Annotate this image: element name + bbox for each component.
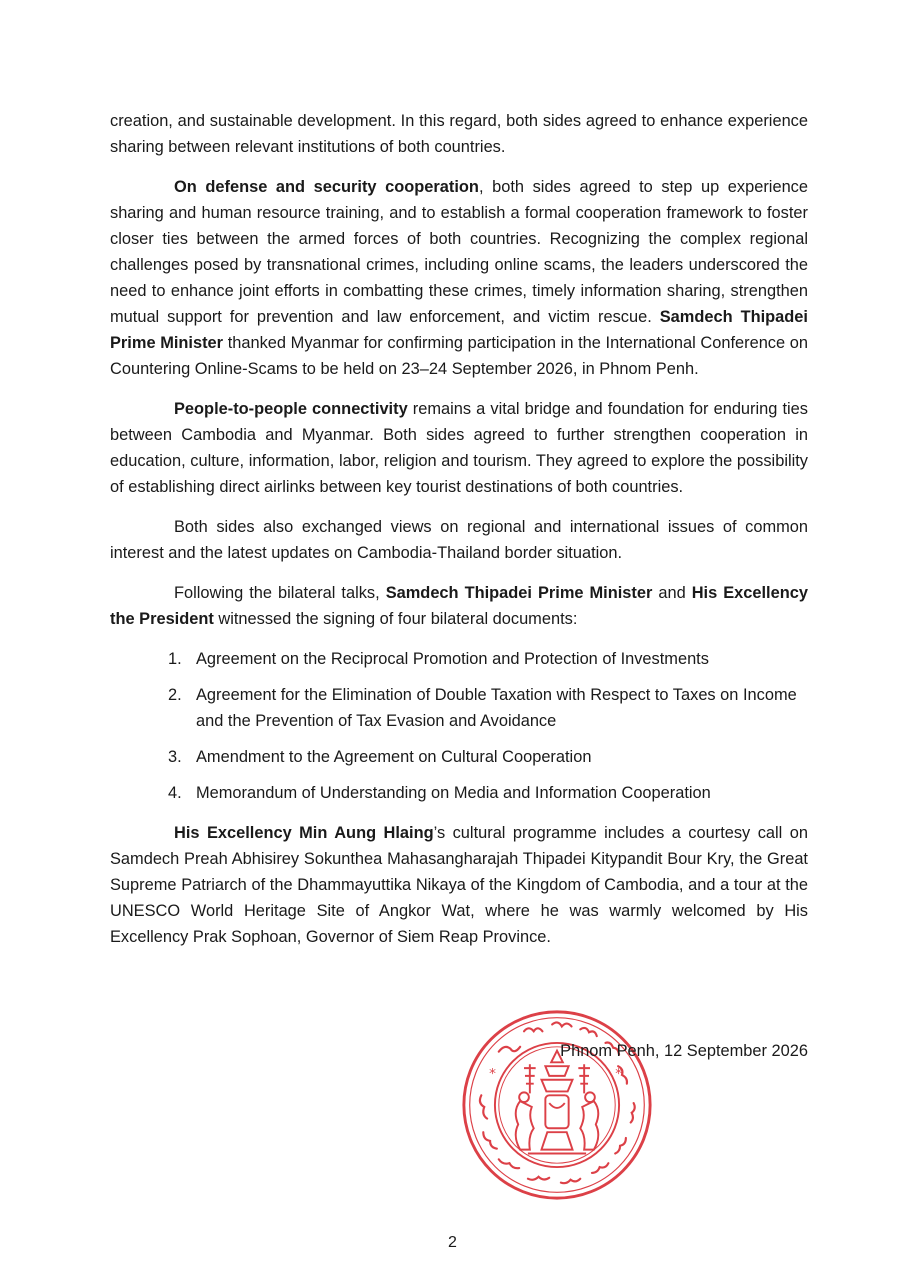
paragraph-defense: On defense and security cooperation, both sides agreed to step up experience sharing and human resource training, and to establish a formal cooperation framework to foster closer ties between the armed forces of both countries. Recognizing the complex regional challenges posed by transnational crimes, including online scams, the leaders underscored the need to enhance joint efforts in combatting these crimes, timely information sharing, strengthen mutual support for prevention and law enforcement, and victim rescue. Samdech Thipadei Prime Minister thanked Myanmar for confirming participation in the International Conference on Countering Online-Scams to be held on 23–24 September 2026, in Phnom Penh. xyxy=(110,178,808,378)
paragraph-signing: Following the bilateral talks, Samdech Thipadei Prime Minister and His Excellency the President witnessed the signing of four bilateral documents: xyxy=(110,584,808,628)
list-item: 3. Amendment to the Agreement on Cultural Cooperation xyxy=(168,748,592,766)
paragraph-people: People-to-people connectivity remains a vital bridge and foundation for enduring ties between Cambodia and Myanmar. Both sides agreed to further strengthen cooperation in education, culture, information, labor, religion and tourism. They agreed to explore the possibility of establishing direct airlinks between key tourist destinations of both countries. xyxy=(110,400,808,496)
paragraph-cultural: His Excellency Min Aung Hlaing’s cultural programme includes a courtesy call on Samdech Preah Abhisirey Sokunthea Mahasangharajah Thipadei Kitypandit Bour Kry, the Great Supreme Patriarch of the Dhammayuttika Nikaya of the Kingdom of Cambodia, and a tour at the UNESCO World Heritage Site of Angkor Wat, where he was warmly welcomed by His Excellency Prak Sophoan, Governor of Siem Reap Province. xyxy=(110,824,808,946)
paragraph-regional: Both sides also exchanged views on regional and international issues of common interest and the latest updates on Cambodia-Thailand border situation. xyxy=(110,518,808,562)
page-number: 2 xyxy=(448,1234,457,1251)
svg-text:*: * xyxy=(615,1065,622,1082)
document-body xyxy=(110,108,808,964)
list-item: 4. Memorandum of Understanding on Media and Information Cooperation xyxy=(168,784,711,802)
heading-cultural: His Excellency Min Aung Hlaing xyxy=(174,824,434,842)
dateline: Phnom Penh, 12 September 2026 xyxy=(560,1042,808,1060)
svg-text:*: * xyxy=(489,1065,496,1082)
heading-people: People-to-people connectivity xyxy=(174,400,408,418)
heading-defense: On defense and security cooperation xyxy=(174,178,479,196)
documents-list xyxy=(110,646,808,806)
royal-seal-icon xyxy=(460,1008,654,1202)
list-item: 2. Agreement for the Elimination of Double Taxation with Respect to Taxes on Income and the Prevention of Tax Evasion and Avoidance xyxy=(168,686,797,730)
paragraph-economic: creation, and sustainable development. In this regard, both sides agreed to enhance experience sharing between relevant institutions of both countries. xyxy=(110,112,808,156)
list-item: 1. Agreement on the Reciprocal Promotion and Protection of Investments xyxy=(168,650,709,668)
